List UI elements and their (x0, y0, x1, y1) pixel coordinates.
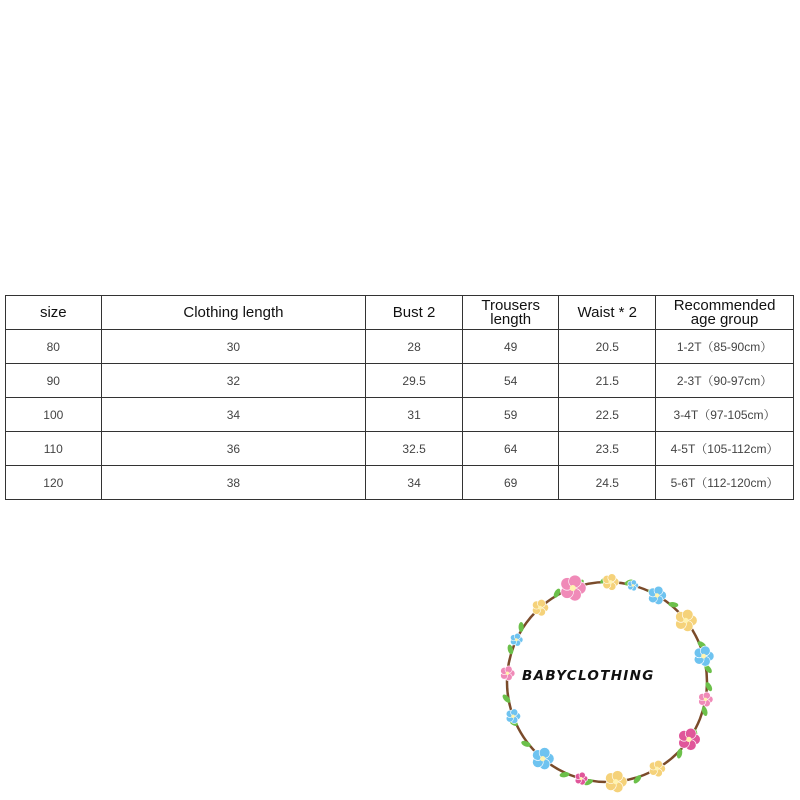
wreath-flower (676, 609, 698, 631)
table-row (6, 432, 794, 466)
wreath-flower (501, 666, 515, 681)
wreath-flower (532, 747, 554, 769)
table-header-row (6, 296, 794, 330)
cell-size: 80 (6, 330, 102, 364)
brand-watermark-text: BABYCLOTHING (522, 668, 655, 684)
wreath-flower (649, 760, 665, 777)
wreath-flower (699, 692, 713, 707)
wreath-flower (603, 574, 619, 591)
cell-bust: 29.5 (366, 364, 463, 398)
cell-size: 90 (6, 364, 102, 398)
cell-waist: 23.5 (559, 432, 656, 466)
table-row (6, 466, 794, 500)
cell-waist: 22.5 (559, 398, 656, 432)
header-recommended-age: Recommended age group (656, 296, 794, 330)
cell-bust: 32.5 (366, 432, 463, 466)
cell-trousers-length: 69 (462, 466, 559, 500)
wreath-leaf (668, 601, 679, 608)
header-clothing-length: Clothing length (101, 296, 366, 330)
wreath-flower (628, 580, 639, 591)
cell-bust: 31 (366, 398, 463, 432)
header-trousers-length: Trousers length (462, 296, 559, 330)
cell-clothing-length: 34 (101, 398, 366, 432)
cell-size: 120 (6, 466, 102, 500)
header-waist: Waist * 2 (559, 296, 656, 330)
cell-recommended-age: 3-4T（97-105cm） (656, 398, 794, 432)
cell-clothing-length: 36 (101, 432, 366, 466)
wreath-flower (506, 709, 520, 724)
cell-clothing-length: 30 (101, 330, 366, 364)
table-row (6, 398, 794, 432)
cell-clothing-length: 32 (101, 364, 366, 398)
table-row (6, 330, 794, 364)
size-chart-table (5, 295, 794, 500)
cell-trousers-length: 59 (462, 398, 559, 432)
cell-clothing-length: 38 (101, 466, 366, 500)
cell-recommended-age: 4-5T（105-112cm） (656, 432, 794, 466)
wreath-flower (694, 646, 714, 666)
wreath-flower (510, 633, 523, 646)
wreath-leaf (559, 771, 570, 778)
wreath-flower (679, 728, 701, 750)
wreath-flower (648, 586, 666, 605)
cell-recommended-age: 1-2T（85-90cm） (656, 330, 794, 364)
cell-trousers-length: 54 (462, 364, 559, 398)
cell-bust: 34 (366, 466, 463, 500)
table-row (6, 364, 794, 398)
header-size: size (6, 296, 102, 330)
cell-recommended-age: 2-3T（90-97cm） (656, 364, 794, 398)
cell-recommended-age: 5-6T（112-120cm） (656, 466, 794, 500)
cell-trousers-length: 49 (462, 330, 559, 364)
cell-size: 100 (6, 398, 102, 432)
header-bust: Bust 2 (366, 296, 463, 330)
cell-waist: 21.5 (559, 364, 656, 398)
cell-trousers-length: 64 (462, 432, 559, 466)
cell-waist: 24.5 (559, 466, 656, 500)
cell-bust: 28 (366, 330, 463, 364)
wreath-flower (561, 575, 586, 601)
cell-waist: 20.5 (559, 330, 656, 364)
wreath-flower (605, 771, 627, 793)
cell-size: 110 (6, 432, 102, 466)
wreath-leaf (519, 622, 524, 632)
